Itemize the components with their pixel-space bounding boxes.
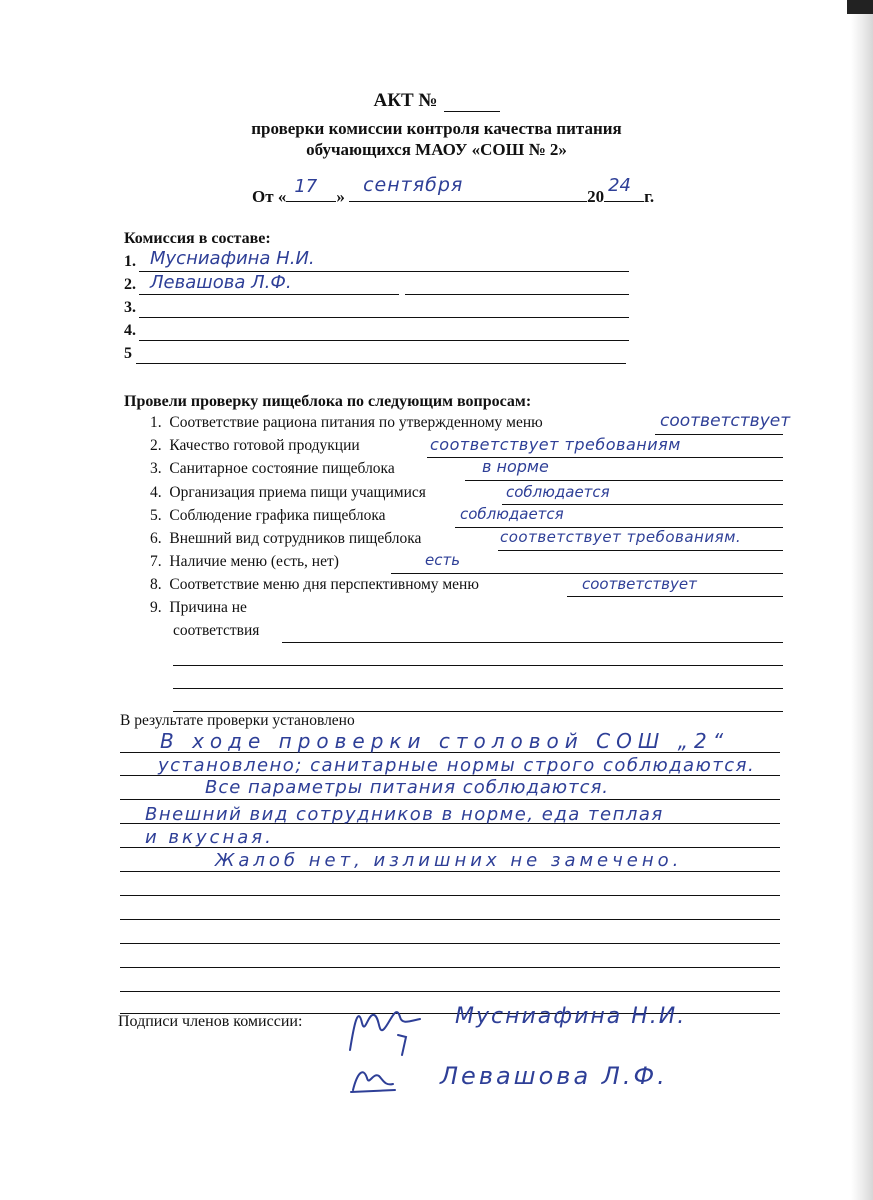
answer-8: соответствует: [582, 575, 697, 593]
member-line-2b: [405, 294, 629, 295]
result-text-1: В ходе проверки столовой СОШ „2“: [160, 729, 730, 753]
answer-line-8: [567, 596, 783, 597]
result-line-8: [120, 919, 780, 920]
answer-6: соответствует требованиям.: [500, 528, 742, 546]
answer-3: в норме: [482, 457, 549, 476]
member-num-1: 1.: [124, 253, 136, 270]
subtitle-line-2: обучающихся МАОУ «СОШ № 2»: [306, 140, 567, 159]
result-text-2: установлено; санитарные нормы строго соблюдаются.: [158, 755, 756, 776]
year-value: 24: [608, 175, 631, 196]
answer-2: соответствует требованиям: [430, 435, 681, 454]
member-num-3: 3.: [124, 299, 136, 316]
member-line-3: [139, 317, 629, 318]
member-line-4: [139, 340, 629, 341]
question-5: 5. Соблюдение графика пищеблока: [150, 507, 386, 524]
q9-line-3: [173, 688, 783, 689]
answer-7: есть: [425, 551, 461, 569]
act-number-blank: [444, 93, 500, 112]
day-value: 17: [294, 176, 318, 197]
question-9: 9. Причина не: [150, 599, 247, 616]
member-value-2: Левашова Л.Ф.: [150, 272, 292, 293]
result-line-3: [120, 799, 780, 800]
result-line-11: [120, 991, 780, 992]
member-value-1: Мусниафина Н.И.: [150, 248, 315, 269]
q9-line-1: [282, 642, 783, 643]
signature-scribble-1: [340, 995, 430, 1065]
result-line-10: [120, 967, 780, 968]
member-line-5: [136, 363, 626, 364]
result-line-9: [120, 943, 780, 944]
year-prefix: 20: [587, 187, 605, 206]
question-3: 3. Санитарное состояние пищеблока: [150, 460, 395, 477]
result-text-4: Внешний вид сотрудников в норме, еда теплая: [145, 804, 664, 825]
member-num-4: 4.: [124, 322, 136, 339]
date-suffix: г.: [644, 187, 655, 206]
answer-5: соблюдается: [460, 505, 564, 523]
result-text-6: Жалоб нет, излишних не замечено.: [215, 850, 683, 871]
day-field: [286, 176, 336, 202]
signature-name-1: Мусниафина Н.И.: [455, 1004, 687, 1029]
scan-corner-mark: [847, 0, 873, 14]
question-1: 1. Соответствие рациона питания по утвержденному меню: [150, 414, 543, 431]
question-4: 4. Организация приема пищи учащимися: [150, 484, 426, 501]
question-6: 6. Внешний вид сотрудников пищеблока: [150, 530, 422, 547]
result-line-6: [120, 871, 780, 872]
date-prefix: От «: [252, 187, 287, 206]
signatures-label: Подписи членов комиссии:: [118, 1013, 303, 1030]
signature-scribble-2: [345, 1060, 405, 1100]
answer-line-2: [427, 457, 783, 458]
result-text-3: Все параметры питания соблюдаются.: [205, 777, 610, 798]
signature-name-2: Левашова Л.Ф.: [440, 1062, 668, 1090]
result-line-7: [120, 895, 780, 896]
question-7: 7. Наличие меню (есть, нет): [150, 553, 339, 570]
commission-heading: Комиссия в составе:: [124, 230, 271, 247]
result-text-5: и вкусная.: [145, 827, 274, 848]
month-field: [349, 174, 587, 202]
answer-4: соблюдается: [506, 483, 610, 501]
answer-line-6: [498, 550, 783, 551]
question-8: 8. Соответствие меню дня перспективному меню: [150, 576, 479, 593]
date-line: [252, 174, 655, 207]
date-mid: »: [336, 187, 345, 206]
subtitle-line-1: проверки комиссии контроля качества питания: [251, 119, 622, 138]
result-heading: В результате проверки установлено: [120, 712, 355, 729]
question-9-cont: соответствия: [173, 622, 260, 639]
member-num-2: 2.: [124, 276, 136, 293]
scan-edge: [851, 0, 873, 1200]
member-num-5: 5: [124, 345, 132, 362]
document-title: АКТ №: [0, 90, 873, 112]
member-line-2a: [139, 294, 399, 295]
answer-1: соответствует: [660, 411, 791, 431]
inspection-heading: Провели проверку пищеблока по следующим вопросам:: [124, 393, 532, 410]
answer-line-7: [391, 573, 783, 574]
question-2: 2. Качество готовой продукции: [150, 437, 360, 454]
year-field: [604, 175, 644, 202]
month-value: сентября: [363, 174, 464, 196]
q9-line-2: [173, 665, 783, 666]
answer-line-3: [465, 480, 783, 481]
